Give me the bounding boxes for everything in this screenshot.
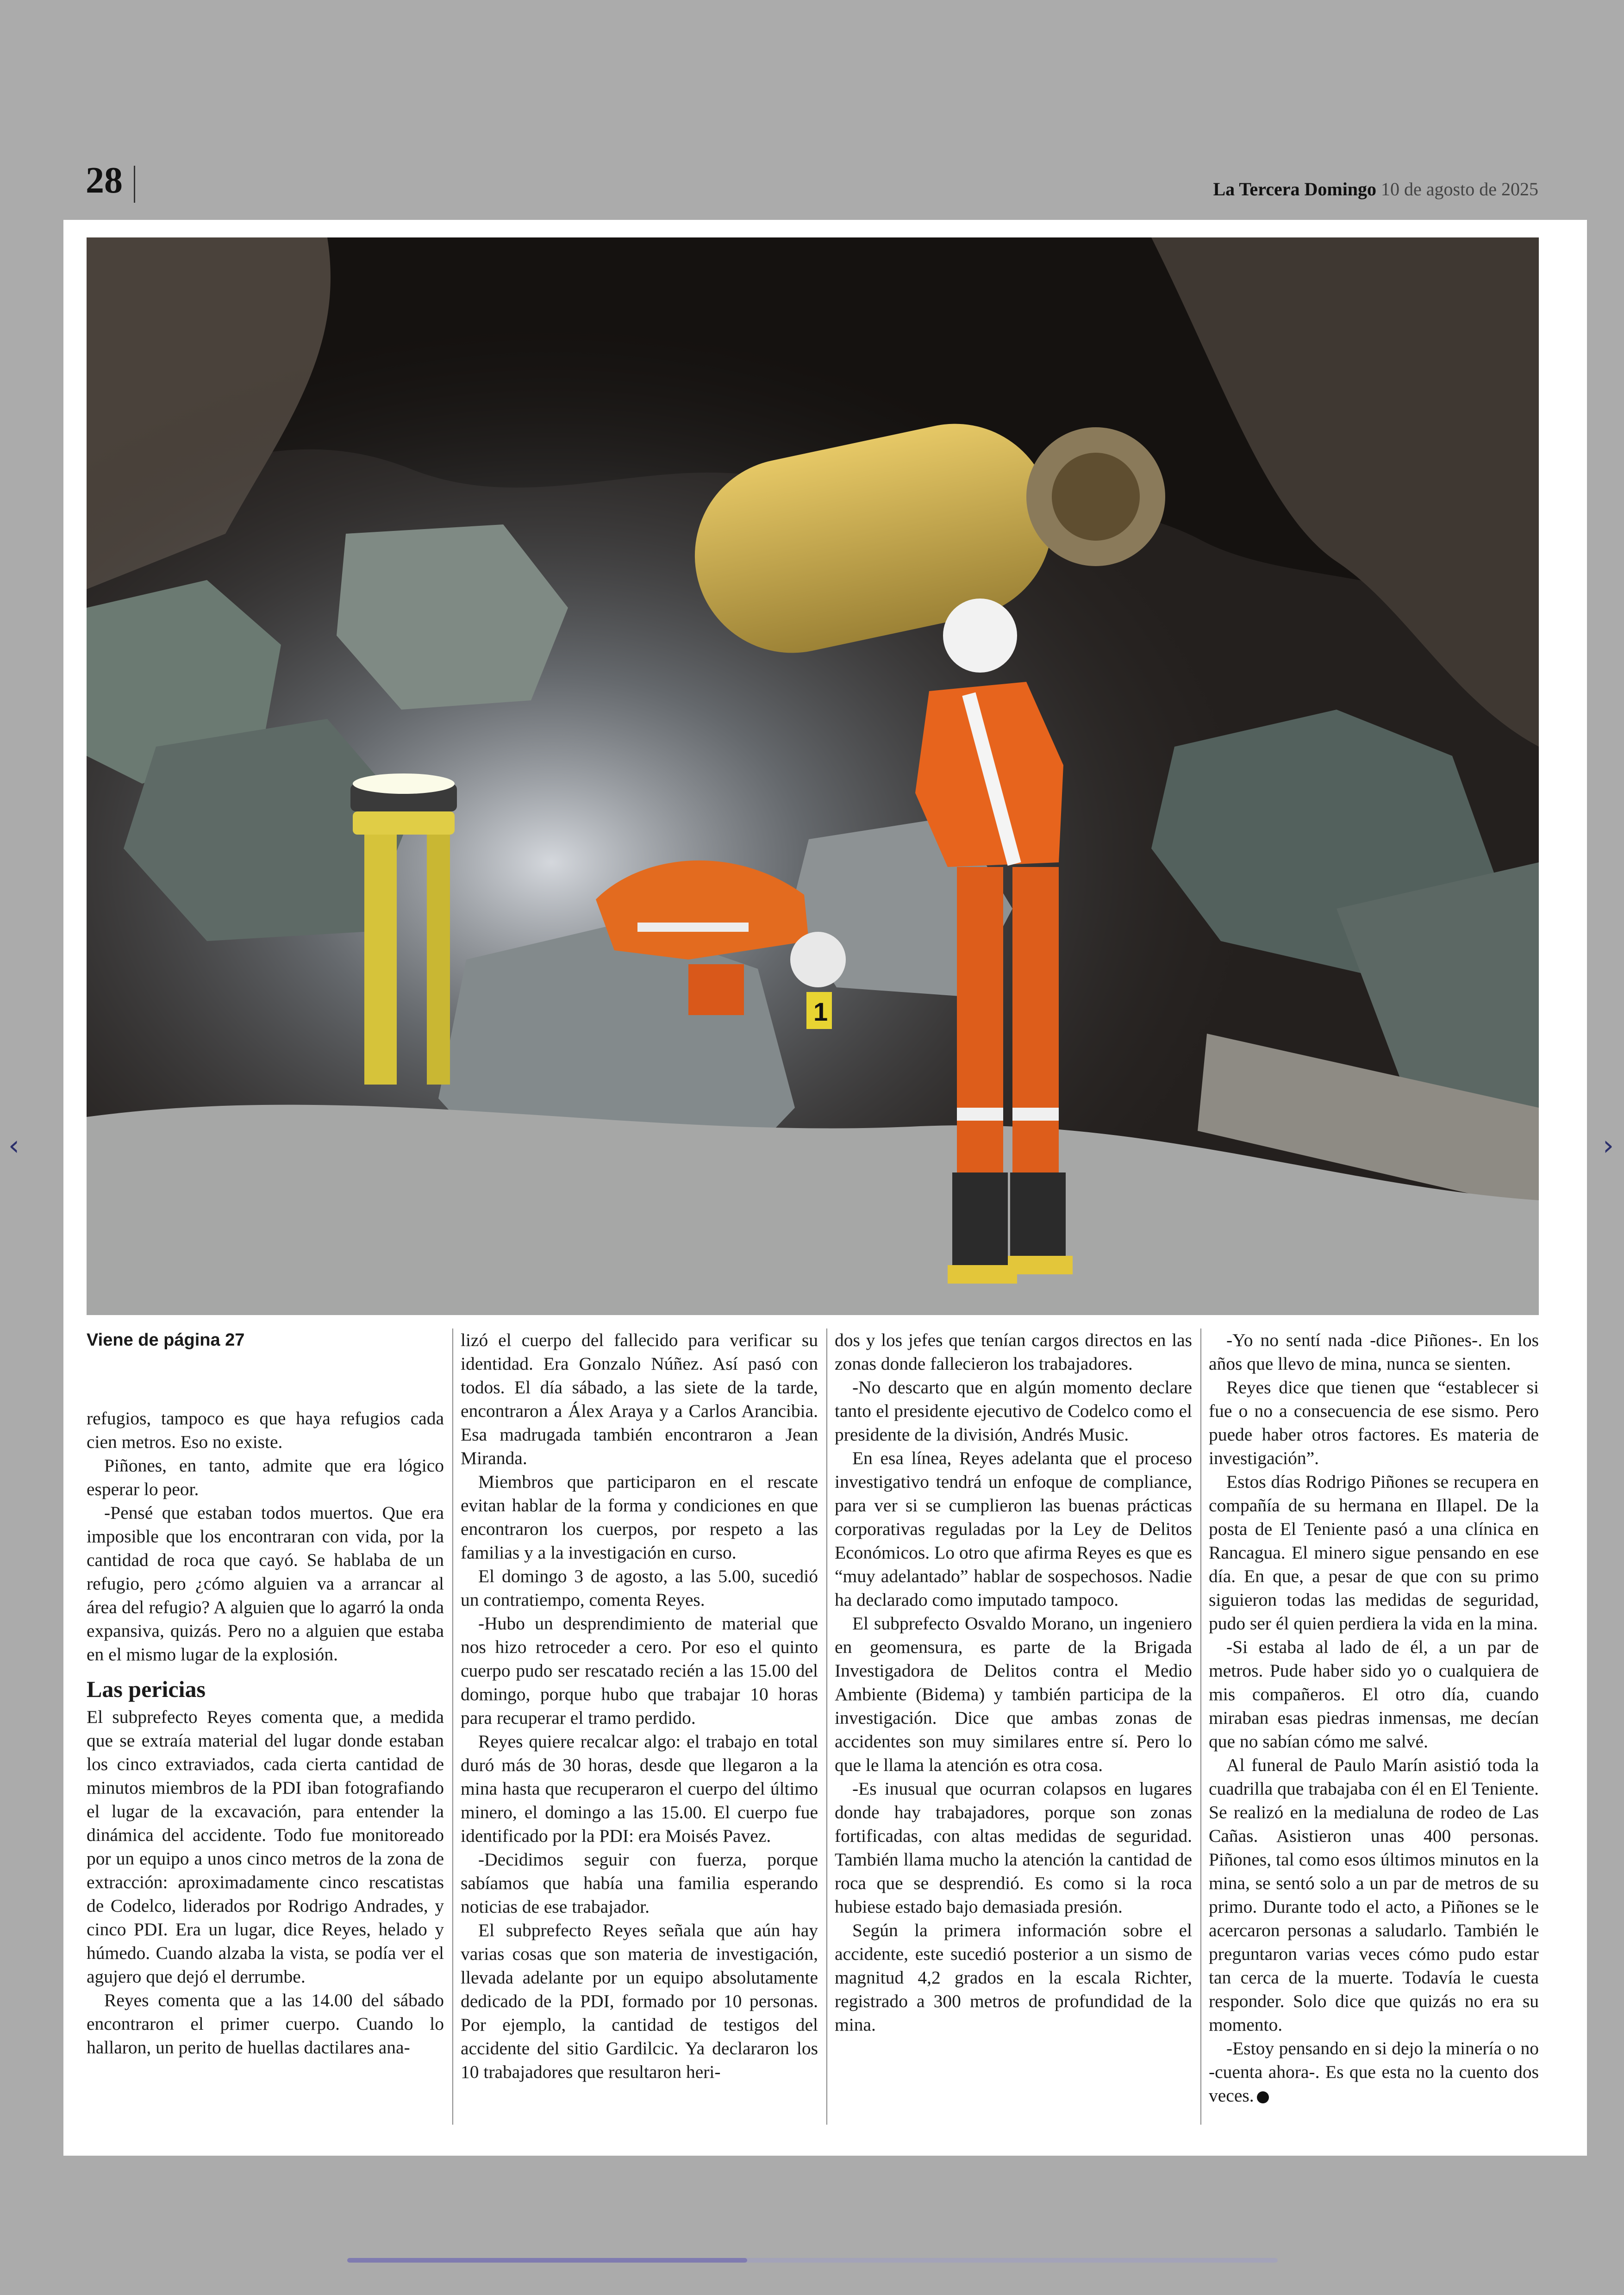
paragraph: refugios, tampoco es que haya refugios cada cien metros. Eso no existe. xyxy=(87,1408,444,1452)
chevron-right-icon: › xyxy=(1603,1129,1614,1162)
next-page-button[interactable] xyxy=(1603,1129,1614,1162)
paragraph: Reyes comenta que a las 14.00 del sábado encontraron el primer cuerpo. Cuando lo hallaron, un perito de huellas dactilares ana- xyxy=(87,1990,444,2058)
article-column-1 xyxy=(87,1328,444,2125)
paragraph: Según la primera información sobre el accidente, este sucedió posterior a un sismo de magnitud 4,2 grados en la escala Richter, registrado a 300 metros de profundidad de la mina. xyxy=(835,1920,1192,2035)
paragraph: En esa línea, Reyes adelanta que el proceso investigativo tendrá un enfoque de compliance, para ver si se cumplieron las buenas prácticas corporativas reguladas por la Ley de Delitos Económicos. Lo otro que afirma Reyes es que es “muy adelantado” hablar de sospechosos. Nadie ha declarado como imputado tampoco. xyxy=(835,1448,1192,1610)
paragraph: -No descarto que en algún momento declare tanto el presidente ejecutivo de Codelco como el presidente de la división, Andrés Music. xyxy=(835,1377,1192,1445)
end-of-article-icon xyxy=(1257,2091,1269,2103)
page-header xyxy=(86,157,1538,208)
paragraph: El domingo 3 de agosto, a las 5.00, sucedió un contratiempo, comenta Reyes. xyxy=(461,1566,818,1610)
paragraph: Reyes quiere recalcar algo: el trabajo en total duró más de 30 horas, desde que llegaron a la mina hasta que recuperaron el cuerpo del último minero, el domingo a las 15.00. El cuerpo fue identificado por la PDI: era Moisés Pavez. xyxy=(461,1731,818,1846)
column-divider xyxy=(1200,1328,1201,2125)
closing-paragraph-text: -Estoy pensando en si dejo la minería o no -cuenta ahora-. Es que esta no la cuento dos veces. xyxy=(1209,2038,1539,2106)
paragraph: -Pensé que estaban todos muertos. Que era imposible que los encontraran con vida, por la cantidad de roca que cayó. Se hablaba de un refugio, pero ¿cómo alguien va a arrancar al área del refugio? A alguien que lo agarró la onda expansiva, quizás. Pero no a alguien que estaba en el mismo lugar de la explosión. xyxy=(87,1503,444,1665)
mine-collapse-photo xyxy=(87,237,1539,1315)
reading-progress-bar[interactable] xyxy=(347,2258,1278,2263)
paragraph: Al funeral de Paulo Marín asistió toda la cuadrilla que trabajaba con él en El Teniente. Se realizó en la medialuna de rodeo de Las Cañas. Asistieron unas 400 personas. Piñones, tal como esos últimos minutos en la mina, se sentó solo a un par de metros de su primo. Durante todo el acto, a Piñones se le acercaron personas a saludarlo. También le preguntaron varias veces cómo pudo estar tan cerca de la muerte. Todavía le cuesta responder. Solo dice que quizás no era su momento. xyxy=(1209,1755,1539,2035)
paragraph: lizó el cuerpo del fallecido para verificar su identidad. Era Gonzalo Núñez. Así pasó con todos. El día sábado, a las siete de la tarde, encontraron a Álex Araya y a Carlos Arancibia. Esa madrugada también encontraron a Jean Miranda. xyxy=(461,1330,818,1468)
paragraph: -Hubo un desprendimiento de material que nos hizo retroceder a cero. Por eso el quinto cuerpo pudo ser rescatado recién a las 15.00 del domingo, porque hubo que trabajar 10 horas para recuperar el tramo perdido. xyxy=(461,1613,818,1728)
paragraph: Estos días Rodrigo Piñones se recupera en compañía de su hermana en Illapel. De la posta de El Teniente pasó a una clínica en Rancagua. El minero sigue pensando en ese día. En que, a pesar de que con su primo siguieron todas las medidas de seguridad, pudo ser él quien perdiera la vida en la mina. xyxy=(1209,1472,1539,1634)
publication-line xyxy=(1213,178,1538,200)
paragraph: Reyes dice que tienen que “establecer si fue o no a consecuencia de ese sismo. Pero puede haber otros factores. Es materia de investigación”. xyxy=(1209,1377,1539,1468)
section-subheading: Las pericias xyxy=(87,1676,206,1702)
publication-name: La Tercera Domingo xyxy=(1213,179,1377,200)
column-divider xyxy=(826,1328,827,2125)
paragraph: -Decidimos seguir con fuerza, porque sabíamos que había una familia esperando noticias de ese trabajador. xyxy=(461,1849,818,1917)
article-page xyxy=(63,220,1587,2156)
reading-progress-fill xyxy=(347,2258,747,2263)
article-column-3 xyxy=(835,1328,1192,2125)
paragraph: -Es inusual que ocurran colapsos en lugares donde hay trabajadores, porque son zonas fortificadas, con altas medidas de seguridad. También llama mucho la atención la cantidad de roca que se desprendió. Es como si la roca hubiese estado bajo demasiada presión. xyxy=(835,1778,1192,1917)
page-number: 28 xyxy=(86,160,123,201)
previous-page-button[interactable] xyxy=(8,1129,19,1162)
photo-illustration xyxy=(87,237,1539,1315)
paragraph: dos y los jefes que tenían cargos directos en las zonas donde fallecieron los trabajadores. xyxy=(835,1330,1192,1374)
article-body xyxy=(87,1328,1539,2115)
column-divider xyxy=(452,1328,453,2125)
paragraph: El subprefecto Reyes señala que aún hay varias cosas que son materia de investigación, llevada adelante por un equipo absolutamente dedicado de la PDI, formado por 10 personas. Por ejemplo, la cantidad de testigos del accidente del sitio Gardilcic. Ya declararon los 10 trabajadores que resultaron heri- xyxy=(461,1920,818,2082)
paragraph: Piñones, en tanto, admite que era lógico esperar lo peor. xyxy=(87,1455,444,1499)
chevron-left-icon: ‹ xyxy=(8,1129,19,1162)
page-number-divider xyxy=(134,166,135,203)
evidence-marker-label: 1 xyxy=(813,997,828,1026)
paragraph: El subprefecto Reyes comenta que, a medida que se extraía material del lugar donde estaban los cinco extraviados, cada cierta cantidad de minutos miembros de la PDI iban fotografiando el lugar de la excavación, para entender la dinámica del accidente. Todo fue monitoreado por un equipo a unos cinco metros de la zona de extracción: aproximadamente cinco rescatistas de Codelco, liderados por Rodrigo Andrades, y cinco PDI. Era un lugar, dice Reyes, helado y húmedo. Cuando alzaba la vista, se podía ver el agujero que dejó el derrumbe. xyxy=(87,1707,444,1987)
publication-date: 10 de agosto de 2025 xyxy=(1381,179,1538,200)
paragraph: Miembros que participaron en el rescate evitan hablar de la forma y condiciones en que encontraron los cuerpos, por respeto a las familias y a la investigación en curso. xyxy=(461,1472,818,1563)
article-column-2 xyxy=(461,1328,818,2125)
paragraph xyxy=(1209,2037,1539,2108)
paragraph: -Si estaba al lado de él, a un par de metros. Pude haber sido yo o cualquiera de mis compañeros. El otro día, cuando miraban esas piedras inmensas, me decían que no sabían cómo me salvé. xyxy=(1209,1637,1539,1752)
paragraph: El subprefecto Osvaldo Morano, un ingeniero en geomensura, es parte de la Brigada Investigadora de Delitos contra el Medio Ambiente (Bidema) y también participa de la investigación. Dice que ambas zonas de accidentes son muy similares entre sí. Pero lo que le llama la atención es otra cosa. xyxy=(835,1613,1192,1775)
continued-from-label: Viene de página 27 xyxy=(87,1330,245,1350)
article-column-4 xyxy=(1209,1328,1539,2125)
paragraph: -Yo no sentí nada -dice Piñones-. En los años que llevo de mina, nunca se sienten. xyxy=(1209,1330,1539,1374)
